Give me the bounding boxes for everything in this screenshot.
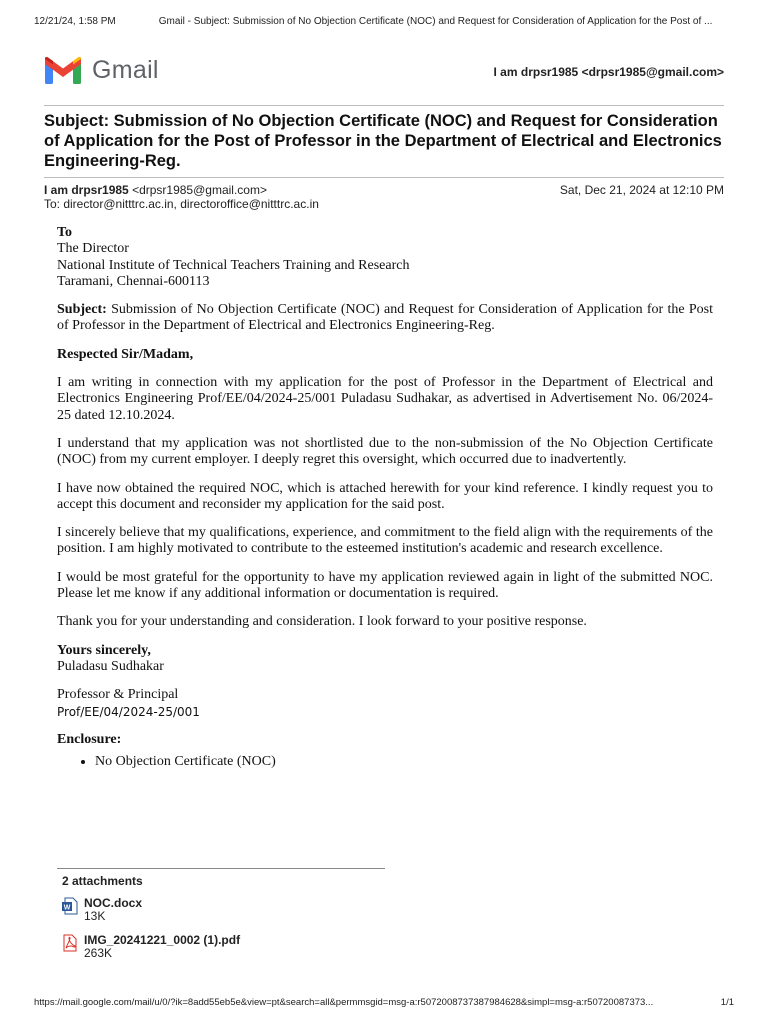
- gmail-bar: [44, 52, 724, 92]
- address-block: [57, 225, 713, 290]
- to-label: To: [57, 225, 73, 240]
- address-line: Taramani, Chennai-600113: [57, 273, 210, 289]
- letter-subject-text: Submission of No Objection Certificate (NOC) and Request for Consideration of Application for the Post of Professor in the Department of Electrical and Electronics Engineering-Reg.: [57, 302, 714, 334]
- sender-email: <drpsr1985@gmail.com>: [132, 183, 267, 197]
- print-datetime: 12/21/24, 1:58 PM: [34, 16, 116, 27]
- signer-name: Puladasu Sudhakar: [57, 658, 164, 674]
- designation: Professor & Principal: [57, 687, 179, 703]
- address-line: National Institute of Technical Teachers Training and Research: [57, 257, 410, 273]
- paragraph: I am writing in connection with my application for the post of Professor in the Department of Electrical and Electronics Engineering Prof/EE/04/2024-25/001 Puladasu Sudhakar, as advertised in Advertisement No. 06/2024-25 dated 12.10.2024.: [57, 375, 713, 423]
- closing: Yours sincerely,: [57, 642, 151, 658]
- signature-block: [57, 643, 713, 676]
- designation-block: [57, 687, 713, 720]
- reference-number: Prof/EE/04/2024-25/001: [57, 704, 200, 719]
- attachment-item[interactable]: [62, 934, 240, 960]
- letter-subject-label: Subject:: [57, 302, 107, 318]
- paragraph: Thank you for your understanding and consideration. I look forward to your positive response.: [57, 614, 587, 630]
- enclosure-label: Enclosure:: [57, 731, 122, 747]
- account-label: I am drpsr1985 <drpsr1985@gmail.com>: [493, 65, 724, 79]
- attachment-size: 263K: [84, 946, 113, 960]
- letter-subject: [57, 302, 713, 335]
- divider: [44, 105, 724, 106]
- gmail-logo[interactable]: [44, 56, 159, 85]
- salutation: [57, 347, 713, 363]
- print-footer: [34, 997, 734, 1008]
- enclosure-block: [57, 732, 713, 771]
- attachment-name[interactable]: IMG_20241221_0002 (1).pdf: [84, 933, 241, 947]
- paragraph: I have now obtained the required NOC, which is attached herewith for your kind reference. I kindly request you to accept this document and reconsider my application for the said post.: [57, 480, 713, 512]
- gmail-m-icon: [44, 56, 82, 85]
- email-date: Sat, Dec 21, 2024 at 12:10 PM: [559, 183, 724, 197]
- email-meta: [44, 183, 724, 211]
- attachments-heading: 2 attachments: [62, 874, 143, 888]
- page-url: https://mail.google.com/mail/u/0/?ik=8add55eb5e&view=pt&search=all&permmsgid=msg-a:r5072008737387984628&simpl=msg-a:r50720087373...: [34, 997, 654, 1008]
- divider: [44, 177, 724, 178]
- letter-body: [57, 225, 713, 770]
- paragraph: I understand that my application was not shortlisted due to the non-submission of the No Objection Certificate (NOC) from my current employer. I deeply regret this oversight, which occurred due to inadvertently.: [57, 435, 713, 468]
- word-doc-icon: [62, 897, 78, 915]
- print-header: [34, 16, 734, 27]
- salutation-text: Respected Sir/Madam,: [57, 346, 194, 362]
- recipients: To: director@nitttrc.ac.in, directoroffice@nitttrc.ac.in: [44, 197, 319, 211]
- page-number: 1/1: [720, 997, 734, 1008]
- print-title: Gmail - Subject: Submission of No Objection Certificate (NOC) and Request for Consideration of Application for the Post of ...: [158, 16, 713, 27]
- paragraph: I would be most grateful for the opportunity to have my application reviewed again in light of the submitted NOC. Please let me know if any additional information or documentation is required.: [57, 569, 713, 602]
- attachment-item[interactable]: [62, 897, 142, 923]
- pdf-icon: [62, 934, 78, 952]
- sender-name: I am drpsr1985: [44, 183, 129, 197]
- attachment-name[interactable]: NOC.docx: [84, 896, 143, 910]
- address-line: The Director: [57, 241, 129, 257]
- paragraph: I sincerely believe that my qualifications, experience, and commitment to the field align with the requirements of the position. I am highly motivated to contribute to the esteemed institution's academic and research excellence.: [57, 525, 713, 557]
- email-subject: Subject: Submission of No Objection Certificate (NOC) and Request for Consideration of Application for the Post of Professor in the Department of Electrical and Electronics Engineering-Reg.: [44, 112, 722, 170]
- attachment-size: 13K: [84, 909, 106, 923]
- svg-text:W: W: [63, 904, 71, 912]
- gmail-logo-text: Gmail: [92, 56, 159, 84]
- attachments-divider: [57, 868, 385, 869]
- enclosure-item: • No Objection Certificate (NOC): [95, 754, 713, 770]
